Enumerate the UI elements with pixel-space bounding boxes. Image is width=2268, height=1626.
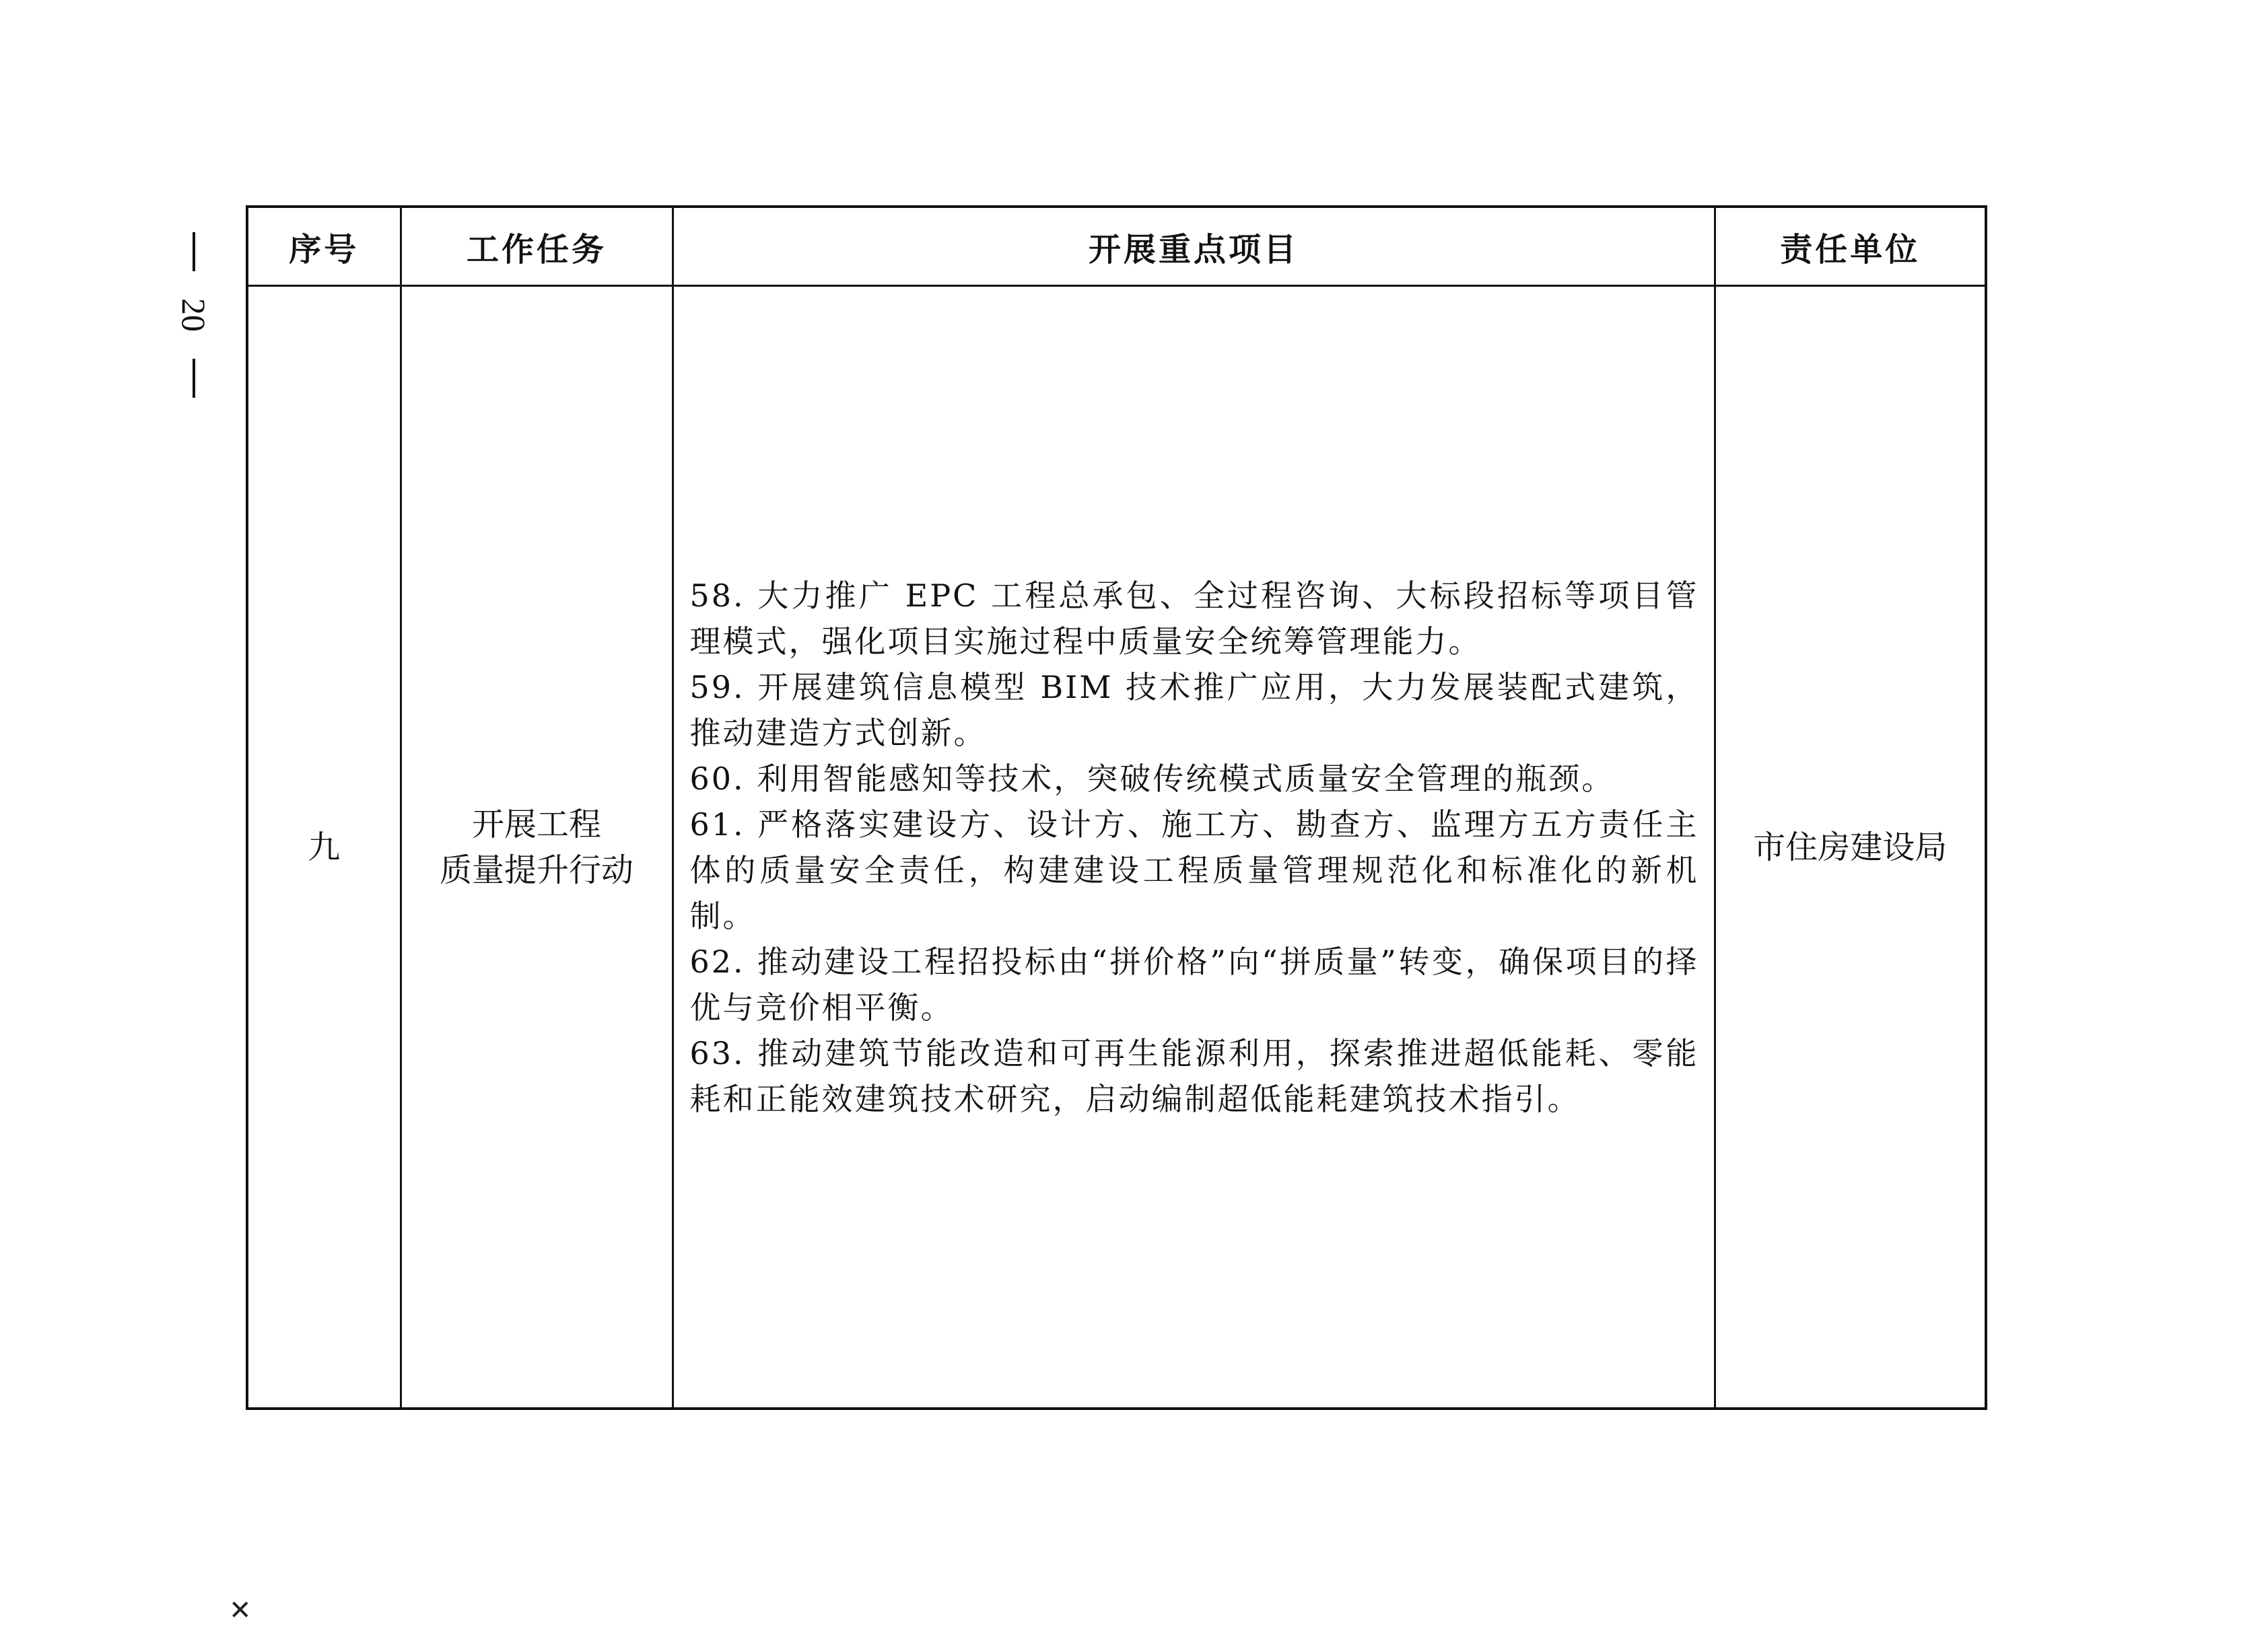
page-number-dash-bottom	[193, 359, 195, 398]
row-index: 九	[247, 286, 401, 1409]
row-unit: 市住房建设局	[1715, 286, 1986, 1409]
header-index: 序号	[247, 207, 401, 286]
page-number-dash-top	[193, 232, 195, 271]
task-table	[246, 205, 1987, 1410]
project-item-63: 63. 推动建筑节能改造和可再生能源利用，探索推进超低能耗、零能耗和正能效建筑技术研究，启动编制超低能耗建筑技术指引。	[689, 1034, 1699, 1117]
page-number	[174, 232, 214, 434]
table-row	[247, 286, 1986, 1409]
project-item-58: 58. 大力推广 EPC 工程总承包、全过程咨询、大标段招标等项目管理模式，强化项目实施过程中质量安全统筹管理能力。	[689, 577, 1699, 660]
table-header-row	[247, 207, 1986, 286]
project-item-59: 59. 开展建筑信息模型 BIM 技术推广应用，大力发展装配式建筑，推动建造方式创新。	[689, 668, 1699, 751]
project-item-60: 60. 利用智能感知等技术，突破传统模式质量安全管理的瓶颈。	[689, 760, 1615, 797]
scan-mark: ✕	[229, 1595, 252, 1626]
row-projects	[673, 286, 1715, 1409]
header-projects: 开展重点项目	[673, 207, 1715, 286]
page-number-value: 20	[175, 298, 213, 332]
task-line-1: 开展工程	[471, 805, 601, 843]
project-item-61: 61. 严格落实建设方、设计方、施工方、勘查方、监理方五方责任主体的质量安全责任，构建建设工程质量管理规范化和标准化的新机制。	[689, 806, 1699, 934]
header-task: 工作任务	[401, 207, 673, 286]
row-task	[401, 286, 673, 1409]
task-line-2: 质量提升行动	[439, 851, 633, 889]
project-item-62: 62. 推动建设工程招投标由“拼价格”向“拼质量”转变，确保项目的择优与竞价相平衡。	[689, 943, 1699, 1026]
header-unit: 责任单位	[1715, 207, 1986, 286]
